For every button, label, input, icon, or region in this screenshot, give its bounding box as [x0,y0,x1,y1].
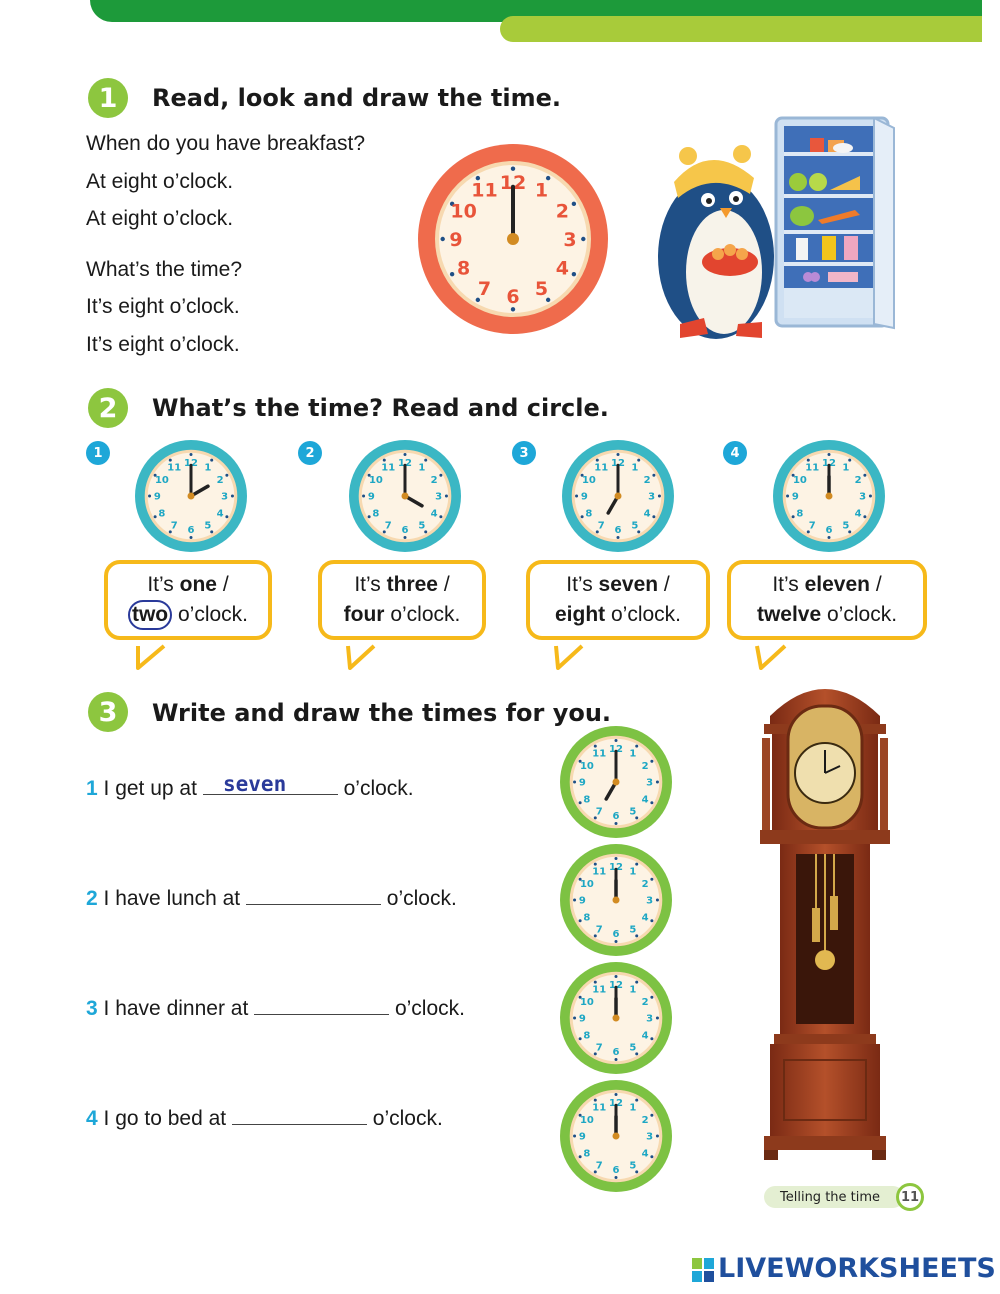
clock-tick [404,453,407,456]
clock-number: 12 [184,458,198,469]
clock-number: 5 [842,520,850,532]
clock-tick [652,474,655,477]
clock-tick [650,878,653,881]
clock-number: 7 [170,520,178,532]
clock-number: 10 [579,996,594,1008]
bubble-1-suffix: o’clock. [172,603,248,626]
bubble-1-prefix: It’s [147,573,180,596]
speech-bubble-3 [526,560,710,640]
clock-pin [613,1133,620,1140]
option-seven[interactable]: seven [598,573,659,596]
clock-number: 3 [646,895,654,907]
clock-tick [383,459,386,462]
clock-number: 10 [450,200,477,223]
clock-number: 10 [579,1114,594,1126]
clock-number: 1 [629,1102,637,1114]
clock-tick [615,1058,618,1061]
option-three[interactable]: three [386,573,438,596]
clock-number: 5 [204,520,212,532]
clock-pin [613,1015,620,1022]
clock-tick [579,801,582,804]
clock-number: 4 [854,508,862,520]
clock-number: 7 [595,924,603,936]
clock-number: 9 [449,228,463,251]
clock-tick [573,899,576,902]
clock-number: 12 [611,458,625,469]
clock-number: 8 [583,1148,591,1160]
option-four[interactable]: four [343,603,385,626]
speech-bubble-4 [727,560,927,640]
clock-number: 10 [581,474,596,486]
clock-number: 3 [435,491,443,503]
clock-number: 1 [629,984,637,996]
section-3-title: Write and draw the times for you. [152,699,612,727]
clock-number: 11 [592,1102,607,1114]
clock-number: 10 [579,760,594,772]
clock-number: 10 [579,878,594,890]
s1-line-2: At eight o’clock. [86,170,234,193]
clock-tick [863,474,866,477]
clock-tick [615,857,618,860]
clock-pin [613,779,620,786]
clock-number: 7 [808,520,816,532]
clock-tick [439,474,442,477]
clock-number: 12 [609,980,623,991]
clock-tick [573,1017,576,1020]
clock-number: 12 [609,744,623,755]
clock-number: 11 [592,748,607,760]
clock-tick [450,272,454,276]
sentence-2-end: o’clock. [380,887,457,910]
clock-item-2 [347,438,463,554]
sentence-1-end: o’clock. [337,777,414,800]
clock-number: 8 [796,508,804,520]
sentence-4-text: I go to bed at [97,1107,232,1130]
s1-line-1: When do you have breakfast? [86,132,366,155]
clock-number: 4 [641,1148,649,1160]
sentence-1-number: 1 [86,777,98,800]
clock-tick [169,459,172,462]
clock-tick [617,536,620,539]
clock-tick [594,745,597,748]
clock-tick [863,515,866,518]
clock-tick [656,1017,659,1020]
clock-tick [615,1093,618,1096]
option-eight[interactable]: eight [554,603,606,626]
clock-number: 11 [805,462,820,474]
clock-number: 4 [641,794,649,806]
clock-tick [635,863,638,866]
item-2-number: 2 [298,441,322,465]
sentence-1-text: I get up at [97,777,203,800]
clock-tick [154,515,157,518]
clock-tick [573,1135,576,1138]
clock-number: 6 [614,525,622,537]
clock-tick [650,996,653,999]
sentence-2 [86,882,457,911]
clock-tick [572,272,576,276]
clock-number: 10 [154,474,169,486]
clock-number: 8 [583,1030,591,1042]
clock-number: 10 [368,474,383,486]
clock-sentence-1[interactable] [558,724,674,840]
clock-number: 8 [583,794,591,806]
grandfather-clock-image [750,676,900,1162]
clock-number: 9 [791,491,799,503]
header-band-light [500,16,982,42]
clock-number: 6 [401,525,409,537]
clock-tick [579,1037,582,1040]
speech-bubble-2 [318,560,486,640]
clock-number: 11 [592,984,607,996]
clock-tick [650,760,653,763]
clock-tick [581,237,585,241]
s1-line-5: It’s eight o’clock. [86,295,240,318]
clock-number: 12 [398,458,412,469]
clock-tick [579,919,582,922]
clock-tick [615,739,618,742]
clock-number: 9 [578,777,586,789]
clock-tick [652,515,655,518]
option-two-circled[interactable]: two [128,600,172,630]
clock-tick [581,515,584,518]
clock-number: 9 [578,895,586,907]
sentence-3 [86,992,465,1021]
clock-number: 5 [629,924,637,936]
clock-item-3 [560,438,676,554]
clock-number: 3 [221,491,229,503]
bubble-3-suffix: o’clock. [605,603,682,626]
bubble-4-suffix: o’clock. [821,603,898,626]
clock-number: 3 [859,491,867,503]
clock-pin [615,493,622,500]
clock-tick [225,515,228,518]
clock-tick [828,536,831,539]
clock-tick [511,167,515,171]
clock-tick [441,237,445,241]
clock-tick [594,863,597,866]
clock-tick [650,919,653,922]
clock-tick [615,1176,618,1179]
clock-sentence-3[interactable] [558,960,674,1076]
clock-number: 12 [609,862,623,873]
clock-tick [439,515,442,518]
clock-tick [210,459,213,462]
clock-number: 4 [641,912,649,924]
clock-number: 11 [592,866,607,878]
liveworksheets-logo-icon [692,1258,714,1282]
clock-number: 5 [631,520,639,532]
clock-number: 9 [578,1013,586,1025]
clock-number: 1 [418,462,426,474]
bubble-2-suffix: o’clock. [384,603,461,626]
clock-number: 1 [629,748,637,760]
clock-tick [579,1155,582,1158]
clock-number: 11 [167,462,182,474]
clock-tick [635,981,638,984]
clock-tick [404,536,407,539]
bubble-1-separator: / [216,573,229,596]
s1-line-3: At eight o’clock. [86,207,234,230]
clock-tick [869,495,872,498]
clock-tick [807,459,810,462]
s1-line-6: It’s eight o’clock. [86,333,240,356]
clock-number: 1 [204,462,212,474]
clock-item-1 [133,438,249,554]
clock-sentence-2[interactable] [558,842,674,958]
clock-number: 11 [594,462,609,474]
clock-pin [826,493,833,500]
clock-number: 6 [612,811,620,823]
item-3-number: 3 [512,441,536,465]
clock-number: 6 [187,525,195,537]
clock-tick [650,801,653,804]
option-twelve[interactable]: twelve [756,603,822,626]
clock-number: 9 [367,491,375,503]
item-4-number: 4 [723,441,747,465]
clock-number: 8 [457,257,471,280]
clock-number: 4 [216,508,224,520]
bubble-2-prefix: It’s [354,573,387,596]
clock-number: 5 [418,520,426,532]
clock-number: 8 [158,508,166,520]
clock-number: 11 [471,179,498,202]
sentence-3-end: o’clock. [389,997,465,1020]
speech-bubble-1 [104,560,272,640]
clock-tick [368,515,371,518]
clock-number: 3 [648,491,656,503]
clock-pin [188,493,195,500]
clock-tick [848,459,851,462]
item-1-number: 1 [86,441,110,465]
clock-number: 2 [430,474,438,486]
clock-number: 6 [825,525,833,537]
clock-number: 8 [585,508,593,520]
clock-number: 1 [631,462,639,474]
clock-tick [635,745,638,748]
clock-number: 5 [629,1042,637,1054]
clock-tick [231,495,234,498]
clock-tick [656,899,659,902]
answer-blank-2[interactable] [246,882,381,905]
clock-number: 12 [822,458,836,469]
clock-tick [190,453,193,456]
sentence-4 [86,1102,443,1131]
bubble-3-separator: / [658,573,670,596]
clock-number: 11 [381,462,396,474]
section-1-number: 1 [88,78,128,118]
section-1-title: Read, look and draw the time. [152,84,561,112]
clock-number: 3 [646,1131,654,1143]
clock-tick [148,495,151,498]
sentence-4-end: o’clock. [366,1107,443,1130]
answer-blank-4[interactable] [232,1102,367,1125]
sentence-3-text: I have dinner at [97,997,255,1020]
clock-tick [225,474,228,477]
penguin-fridge-illustration [650,112,900,357]
bubble-4-separator: / [870,573,882,596]
answer-1-text[interactable]: seven [223,772,287,796]
clock-tick [596,459,599,462]
clock-number: 2 [555,200,569,223]
clock-tick [615,822,618,825]
clock-number: 5 [534,278,549,301]
sentence-2-text: I have lunch at [97,887,246,910]
clock-tick [362,495,365,498]
clock-number: 7 [595,1160,603,1172]
clock-number: 3 [646,777,654,789]
clock-number: 7 [595,1042,603,1054]
clock-number: 3 [563,228,577,251]
clock-number: 10 [792,474,807,486]
clock-tick [445,495,448,498]
bubble-2-separator: / [437,573,450,596]
clock-tick [575,495,578,498]
clock-number: 5 [629,806,637,818]
clock-number: 4 [641,1030,649,1042]
clock-tick [828,453,831,456]
clock-tick [637,459,640,462]
clock-number: 1 [629,866,637,878]
clock-tick [650,1037,653,1040]
section-2-title: What’s the time? Read and circle. [152,394,609,422]
clock-number: 4 [643,508,651,520]
footer-topic: Telling the time [764,1186,904,1208]
clock-number: 7 [384,520,392,532]
sentence-4-number: 4 [86,1107,98,1130]
clock-number: 2 [641,1114,649,1126]
s1-line-4: What’s the time? [86,258,243,281]
clock-number: 4 [555,257,569,280]
clock-number: 12 [499,171,527,194]
clock-pin [507,233,519,245]
clock-tick [650,1155,653,1158]
clock-tick [573,781,576,784]
clock-number: 9 [580,491,588,503]
clock-tick [594,981,597,984]
clock-number: 6 [612,929,620,941]
answer-blank-3[interactable] [254,992,389,1015]
clock-number: 6 [612,1165,620,1177]
clock-tick [656,781,659,784]
clock-number: 1 [842,462,850,474]
sentence-3-number: 3 [86,997,98,1020]
clock-tick [190,536,193,539]
clock-number: 2 [641,760,649,772]
clock-number: 1 [534,179,549,202]
clock-number: 8 [583,912,591,924]
clock-tick [792,515,795,518]
page-number: 11 [896,1183,924,1211]
bubble-3-prefix: It’s [566,573,599,596]
clock-tick [617,453,620,456]
clock-number: 2 [854,474,862,486]
clock-tick [615,975,618,978]
clock-number: 4 [430,508,438,520]
clock-number: 2 [216,474,224,486]
clock-tick [594,1099,597,1102]
sentence-2-number: 2 [86,887,98,910]
clock-tick [786,495,789,498]
clock-number: 8 [372,508,380,520]
clock-pin [402,493,409,500]
clock-tick [615,940,618,943]
clock-number: 6 [612,1047,620,1059]
clock-number: 12 [609,1098,623,1109]
clock-number: 6 [506,285,520,308]
clock-tick [635,1099,638,1102]
clock-tick [650,1114,653,1117]
clock-sentence-4[interactable] [558,1078,674,1194]
section-3-number: 3 [88,692,128,732]
clock-tick [658,495,661,498]
section-2-number: 2 [88,388,128,428]
bubble-4-prefix: It’s [772,573,805,596]
clock-tick [424,459,427,462]
clock-tick [656,1135,659,1138]
option-eleven[interactable]: eleven [804,573,870,596]
clock-number: 7 [595,806,603,818]
clock-number: 2 [641,878,649,890]
clock-item-4 [771,438,887,554]
big-clock[interactable] [416,142,610,336]
clock-number: 7 [597,520,605,532]
clock-number: 3 [646,1013,654,1025]
clock-pin [613,897,620,904]
clock-number: 2 [643,474,651,486]
clock-number: 2 [641,996,649,1008]
clock-number: 9 [578,1131,586,1143]
clock-number: 9 [153,491,161,503]
clock-number: 7 [477,278,492,301]
liveworksheets-brand: LIVEWORKSHEETS [718,1253,996,1284]
clock-tick [572,202,576,206]
clock-number: 5 [629,1160,637,1172]
option-one[interactable]: one [179,573,217,596]
